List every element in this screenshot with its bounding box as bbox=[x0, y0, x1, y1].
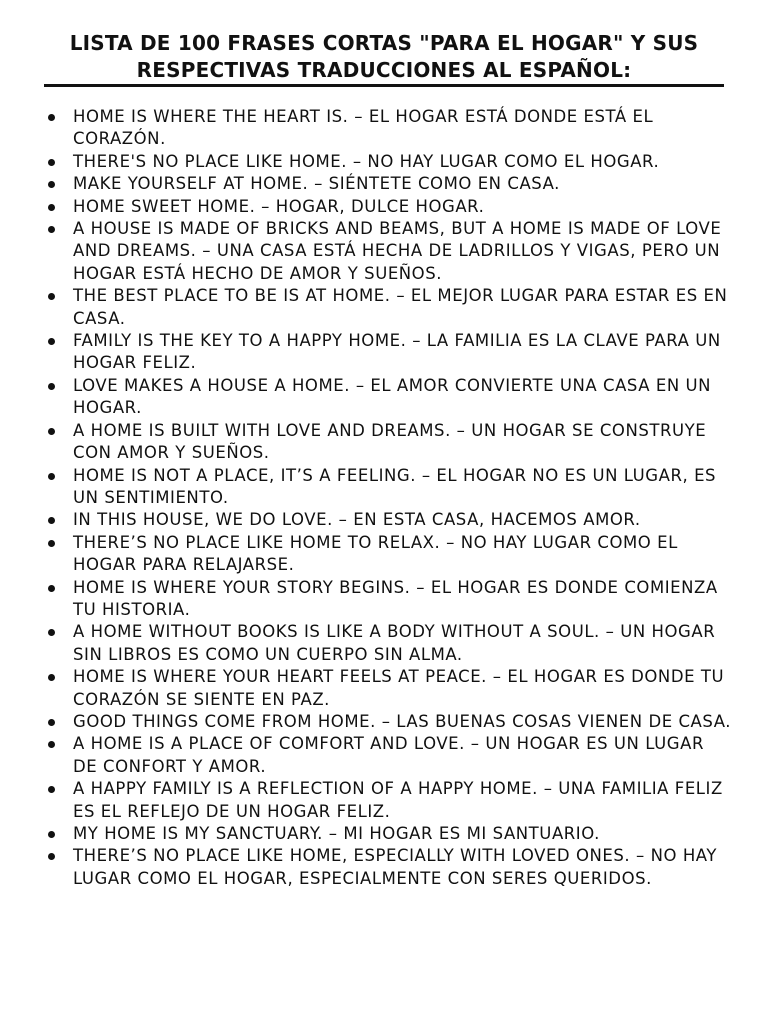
bullet-icon bbox=[48, 629, 55, 636]
list-item-text: MY HOME IS MY SANCTUARY. – MI HOGAR ES MI SANTUARIO. bbox=[73, 824, 600, 843]
list-item-text: FAMILY IS THE KEY TO A HAPPY HOME. – LA FAMILIA ES LA CLAVE PARA UN HOGAR FELIZ. bbox=[73, 331, 721, 373]
page-title: LISTA DE 100 FRASES CORTAS "PARA EL HOGAR" Y SUS RESPECTIVAS TRADUCCIONES AL ESPAÑOL: bbox=[69, 31, 699, 82]
list-item bbox=[28, 465, 732, 510]
bullet-icon bbox=[48, 181, 55, 188]
list-item bbox=[28, 173, 732, 195]
list-item bbox=[28, 218, 732, 285]
phrase-list bbox=[28, 106, 732, 890]
bullet-icon bbox=[48, 428, 55, 435]
list-item bbox=[28, 532, 732, 577]
list-item-text: HOME IS NOT A PLACE, IT’S A FEELING. – EL HOGAR NO ES UN LUGAR, ES UN SENTIMIENTO. bbox=[73, 465, 717, 507]
bullet-icon bbox=[48, 853, 55, 860]
list-item-text: A HAPPY FAMILY IS A REFLECTION OF A HAPPY HOME. – UNA FAMILIA FELIZ ES EL REFLEJO DE UN HOGAR FELIZ. bbox=[73, 779, 723, 821]
list-item bbox=[28, 823, 732, 845]
list-item bbox=[28, 845, 732, 890]
bullet-icon bbox=[48, 540, 55, 547]
list-item-text: HOME IS WHERE YOUR STORY BEGINS. – EL HOGAR ES DONDE COMIENZA TU HISTORIA. bbox=[73, 577, 718, 619]
list-item-text: THERE’S NO PLACE LIKE HOME, ESPECIALLY WITH LOVED ONES. – NO HAY LUGAR COMO EL HOGAR, ESPECIALMENTE CON SERES QUERIDOS. bbox=[73, 846, 717, 888]
list-item bbox=[28, 711, 732, 733]
list-item bbox=[28, 420, 732, 465]
list-item bbox=[28, 666, 732, 711]
list-item-text: A HOME WITHOUT BOOKS IS LIKE A BODY WITHOUT A SOUL. – UN HOGAR SIN LIBROS ES COMO UN CUERPO SIN ALMA. bbox=[73, 622, 716, 664]
list-item-text: THE BEST PLACE TO BE IS AT HOME. – EL MEJOR LUGAR PARA ESTAR ES EN CASA. bbox=[73, 286, 728, 328]
bullet-icon bbox=[48, 473, 55, 480]
list-item bbox=[28, 151, 732, 173]
bullet-icon bbox=[48, 204, 55, 211]
bullet-icon bbox=[48, 517, 55, 524]
list-item bbox=[28, 778, 732, 823]
bullet-icon bbox=[48, 786, 55, 793]
list-item bbox=[28, 196, 732, 218]
list-item-text: HOME IS WHERE YOUR HEART FEELS AT PEACE. – EL HOGAR ES DONDE TU CORAZÓN SE SIENTE EN PAZ. bbox=[73, 667, 725, 709]
list-item bbox=[28, 330, 732, 375]
list-item-text: HOME SWEET HOME. – HOGAR, DULCE HOGAR. bbox=[73, 196, 485, 216]
list-item-text: THERE'S NO PLACE LIKE HOME. – NO HAY LUGAR COMO EL HOGAR. bbox=[73, 151, 660, 171]
bullet-icon bbox=[48, 338, 55, 345]
list-item-text: IN THIS HOUSE, WE DO LOVE. – EN ESTA CASA, HACEMOS AMOR. bbox=[73, 510, 641, 530]
bullet-icon bbox=[48, 383, 55, 390]
list-item-text: HOME IS WHERE THE HEART IS. – EL HOGAR ESTÁ DONDE ESTÁ EL CORAZÓN. bbox=[73, 107, 654, 149]
list-item-text: MAKE YOURSELF AT HOME. – SIÉNTETE COMO EN CASA. bbox=[73, 174, 560, 194]
bullet-icon bbox=[48, 831, 55, 838]
list-item-text: LOVE MAKES A HOUSE A HOME. – EL AMOR CONVIERTE UNA CASA EN UN HOGAR. bbox=[73, 375, 712, 418]
bullet-icon bbox=[48, 226, 55, 233]
list-item bbox=[28, 106, 732, 151]
list-item-text: A HOUSE IS MADE OF BRICKS AND BEAMS, BUT A HOME IS MADE OF LOVE AND DREAMS. – UNA CASA ESTÁ HECHA DE LADRILLOS Y VIGAS, PERO UN HOGAR ESTÁ HECHO DE AMOR Y SUEÑOS. bbox=[73, 219, 722, 283]
bullet-icon bbox=[48, 293, 55, 300]
list-item-text: GOOD THINGS COME FROM HOME. – LAS BUENAS COSAS VIENEN DE CASA. bbox=[73, 711, 732, 731]
bullet-icon bbox=[48, 585, 55, 592]
list-item bbox=[28, 621, 732, 666]
list-item bbox=[28, 375, 732, 420]
bullet-icon bbox=[48, 741, 55, 748]
bullet-icon bbox=[48, 159, 55, 166]
list-item-text: A HOME IS A PLACE OF COMFORT AND LOVE. – UN HOGAR ES UN LUGAR DE CONFORT Y AMOR. bbox=[73, 734, 704, 776]
list-item bbox=[28, 733, 732, 778]
list-item bbox=[28, 577, 732, 622]
list-item bbox=[28, 509, 732, 531]
list-item-text: A HOME IS BUILT WITH LOVE AND DREAMS. – UN HOGAR SE CONSTRUYE CON AMOR Y SUEÑOS. bbox=[73, 420, 707, 463]
bullet-icon bbox=[48, 674, 55, 681]
bullet-icon bbox=[48, 114, 55, 121]
list-item bbox=[28, 285, 732, 330]
title-divider bbox=[44, 84, 724, 87]
list-item-text: THERE’S NO PLACE LIKE HOME TO RELAX. – NO HAY LUGAR COMO EL HOGAR PARA RELAJARSE. bbox=[73, 532, 678, 575]
bullet-icon bbox=[48, 719, 55, 726]
